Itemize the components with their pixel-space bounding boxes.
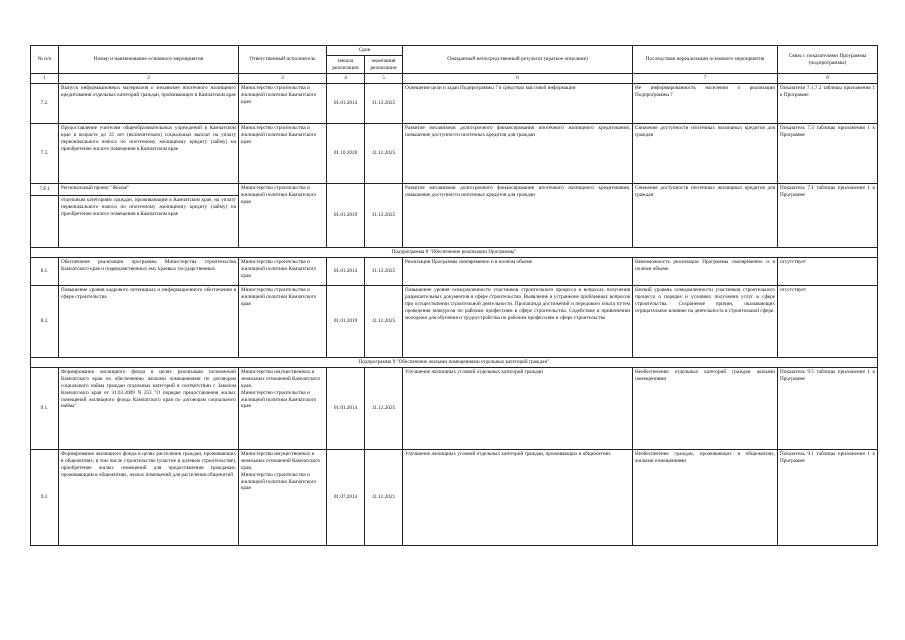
header-consequences: Последствия нереализации основного мероприятия (633, 46, 778, 74)
header-result: Ожидаемый непосредственный результат (краткое описание) (403, 46, 633, 74)
expected-result: Улучшение жилищных условий отдельных категорий граждан, проживающих в общежитиях (403, 449, 633, 545)
row-number: 9.2. (31, 449, 59, 545)
executor (239, 449, 327, 545)
indicator-link: отсутствует (778, 285, 878, 357)
column-numbers-row (31, 74, 878, 84)
row-number: 7.F.1 (31, 183, 59, 195)
executor (239, 367, 327, 449)
expected-result: Развитие механизмов долгосрочного финансирования ипотечного жилищного кредитования, повышение доступности ипотечных кредитов для граждан (403, 123, 633, 183)
executor: Министерство строительства и жилищной политики Камчатского края (239, 183, 327, 247)
executor: Министерство строительства и жилищной политики Камчатского края (239, 83, 327, 123)
executor: Министерство строительства и жилищной политики Камчатского края (239, 123, 327, 183)
program-activities-table (30, 45, 878, 546)
indicator-link: Показатели 7.1,7.2 таблицы приложения 1 к Программе (778, 83, 878, 123)
subprogram-row (31, 357, 878, 367)
row-number: 7.2. (31, 83, 59, 123)
activity-name: Обеспечение реализации программы Министерства строительства Камчатского края и подведомственных ему краевых государственных (59, 257, 239, 285)
table-row (31, 83, 878, 123)
end-date: 31.12.2025 (365, 367, 403, 449)
row-number: 7.3. (31, 123, 59, 183)
expected-result: Улучшение жилищных условий отдельных категорий граждан (403, 367, 633, 449)
executor: Министерство строительства и жилищной политики Камчатского края (239, 285, 327, 357)
header-start: начала реализации (327, 56, 365, 74)
header-executor: Ответственный исполнитель (239, 46, 327, 74)
executor-line: Министерство строительства и жилищной политики Камчатского края (241, 471, 317, 492)
table-row (31, 285, 878, 357)
header-link: Связь с показателями Программы (подпрограммы) (778, 46, 878, 74)
table-row (31, 123, 878, 183)
header-num: № п/п (31, 46, 59, 74)
activity-name: Формирование жилищного фонда в целях расселения граждан, проживающих в общежитиях, в том числе строительство (участие в долевом строительстве), приобретение жилых помещений для предоставления гражданам, проживающим в общежитиях, жилых помещений для расселения общежитий (59, 449, 239, 545)
end-date: 31.12.2025 (365, 183, 403, 247)
row-number: 8.1. (31, 257, 59, 285)
consequences: Низкий уровень осведомленности участников строительного процесса о порядке и условиях получения услуг в сфере строительства. Сохранение причин, оказывающих отрицательное влияние на деятельность в строительной сфере. (633, 285, 778, 357)
executor-line: Министерство имущественных и земельных отношений Камчатского края, (241, 450, 320, 471)
header-end: окончания реализации (365, 56, 403, 74)
project-title: Региональный проект "Жилье" (59, 183, 239, 195)
executor-line: Министерство имущественных и земельных отношений Камчатского края, (241, 368, 320, 389)
start-date: 01.01.2019 (327, 285, 365, 357)
row-number: 8.2. (31, 285, 59, 357)
expected-result: Повышение уровня осведомленности участников строительного процесса в вопросах получения разрешительных документов в сфере строительства. Выявление и устранение проблемных вопросов при осуществлении строительной деятельности. Пропаганда достижений и передового опыта путем проведения конкурсов по рабочим профессиям в сфере строительства. Содействие в привлечении молодежи для обучения и трудоустройства по рабочим профессиям в сфере строительства (403, 285, 633, 357)
col-number: 4 (327, 74, 365, 84)
subprogram-title: Подпрограмма 8 "Обеспечение реализации Программы" (31, 247, 878, 257)
subprogram-row (31, 247, 878, 257)
indicator-link: Показатель 7.3 таблицы приложения 1 к Программе (778, 123, 878, 183)
table-row (31, 183, 878, 195)
header-term: Срок (327, 46, 403, 56)
end-date: 31.12.2025 (365, 83, 403, 123)
activity-name: отдельным категориям граждан, проживающим в Камчатском крае, на уплату первоначального взноса по ипотечному жилищному кредиту (займу) на приобретение жилого помещения в Камчатском крае (59, 195, 239, 247)
start-date: 01.07.2014 (327, 449, 365, 545)
table-row (31, 449, 878, 545)
col-number: 7 (633, 74, 778, 84)
activity-name: Предоставление учителям общеобразовательных учреждений в Камчатском крае в возрасте до 35 лет (включительно) социальных выплат на уплату первоначального взноса по ипотечному жилищному кредиту (займу) на приобретение жилого помещения в Камчатском крае (59, 123, 239, 183)
indicator-link: отсутствует (778, 257, 878, 285)
indicator-link: Показатель 9.5 таблицы приложения 1 к Программе (778, 367, 878, 449)
start-date: 01.01.2019 (327, 183, 365, 247)
col-number: 5 (365, 74, 403, 84)
consequences: Снижение доступности ипотечных жилищных кредитов для граждан (633, 123, 778, 183)
indicator-link: Показатель 7.1 таблицы приложения 1 к Программе (778, 183, 878, 247)
subprogram-title: Подпрограмма 9 "Обеспечение жилыми помещениями отдельных категорий граждан" (31, 357, 878, 367)
end-date: 31.12.2025 (365, 257, 403, 285)
start-date: 01.10.2020 (327, 123, 365, 183)
table-row (31, 257, 878, 285)
end-date: 31.12.2025 (365, 123, 403, 183)
activity-name: Выпуск информационных материалов о механизме ипотечного жилищного кредитования отдельных категорий граждан, проживающих в Камчатском крае (59, 83, 239, 123)
consequences: Снижение доступности ипотечных жилищных кредитов для граждан (633, 183, 778, 247)
table-row (31, 367, 878, 449)
row-number-empty (31, 195, 59, 247)
header-row (31, 46, 878, 56)
col-number: 8 (778, 74, 878, 84)
activity-name: Повышение уровня кадрового потенциала и информационного обеспечения в сфере строительства (59, 285, 239, 357)
end-date: 31.12.2021 (365, 449, 403, 545)
col-number: 6 (403, 74, 633, 84)
header-name: Номер и наименование основного мероприятия (59, 46, 239, 74)
col-number: 3 (239, 74, 327, 84)
consequences: Не информированность населения о реализации Подпрограммы 7 (633, 83, 778, 123)
col-number: 2 (59, 74, 239, 84)
consequences: Необеспечение отдельных категорий граждан жилыми помещениями (633, 367, 778, 449)
consequences: Необеспечение граждан, проживающих в общежитиях, жилыми помещениями (633, 449, 778, 545)
expected-result: Освещение цели и задач Подпрограммы 7 в средствах массовой информации (403, 83, 633, 123)
row-number: 9.1. (31, 367, 59, 449)
start-date: 01.01.2014 (327, 257, 365, 285)
start-date: 01.01.2014 (327, 367, 365, 449)
executor-line: Министерство строительства и жилищной политики Камчатского края (241, 389, 317, 410)
activity-name: Формирование жилищного фонда в целях реализации полномочий Камчатского края по обеспечению жилыми помещениями по договорам социального найма граждан отдельных категорий в соответствии с Законом Камчатского края от 31.03.2009 N 253 "О порядке предоставления жилых помещений жилищного фонда Камчатского края по договорам социального найма" (59, 367, 239, 449)
expected-result: Реализация Программы своевременно и в полном объеме (403, 257, 633, 285)
end-date: 31.12.2025 (365, 285, 403, 357)
consequences: Невозможность реализации Программы своевременно и в полном объеме (633, 257, 778, 285)
executor: Министерство строительства и жилищной политики Камчатского края (239, 257, 327, 285)
expected-result: Развитие механизмов долгосрочного финансирования ипотечного жилищного кредитования, повышение доступности ипотечных кредитов для граждан (403, 183, 633, 247)
col-number: 1 (31, 74, 59, 84)
indicator-link: Показатель 9.1 таблицы приложения 1 к Программе (778, 449, 878, 545)
start-date: 01.01.2014 (327, 83, 365, 123)
